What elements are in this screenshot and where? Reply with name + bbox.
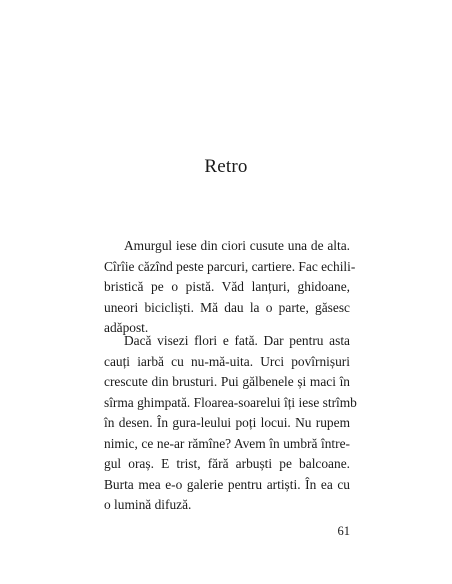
poem-line: adăpost. bbox=[104, 320, 149, 335]
stanza-1 bbox=[104, 236, 356, 339]
poem-line: sîrma ghimpată. Floarea-soarelui îți iese strîmb bbox=[104, 394, 357, 410]
poem-line: bristică pe o pistă. Văd lanțuri, ghidoane, bbox=[104, 279, 350, 294]
poem-line: crescute din brusturi. Pui gălbenele și maci în bbox=[104, 374, 350, 389]
poem-line: uneori bicicliști. Mă dau la o parte, găsesc bbox=[104, 299, 350, 315]
page-number: 61 bbox=[337, 524, 350, 538]
poem-line: gul oraș. E trist, fără arbuști pe balcoane. bbox=[104, 456, 350, 471]
poem-line: Dacă visezi flori e fată. Dar pentru asta bbox=[124, 333, 350, 348]
poem-title: Retro bbox=[204, 156, 248, 177]
stanza-2 bbox=[104, 331, 357, 516]
poem-line: o lumină difuză. bbox=[104, 497, 192, 512]
poem-line: în desen. În gura-leului poți locui. Nu rupem bbox=[104, 415, 350, 430]
poem-line: nimic, ce ne-ar rămîne? Avem în umbră între- bbox=[104, 435, 350, 451]
poem-line: Amurgul iese din ciori cusute una de alta. bbox=[124, 238, 350, 253]
poem-line: cauți iarbă cu nu-mă-uita. Urci povîrnișuri bbox=[104, 353, 350, 369]
poem-line: Burta mea e-o galerie pentru artiști. În ea cu bbox=[104, 476, 350, 492]
poem-line: Cîrîie căzînd peste parcuri, cartiere. Fac echili- bbox=[104, 258, 356, 274]
